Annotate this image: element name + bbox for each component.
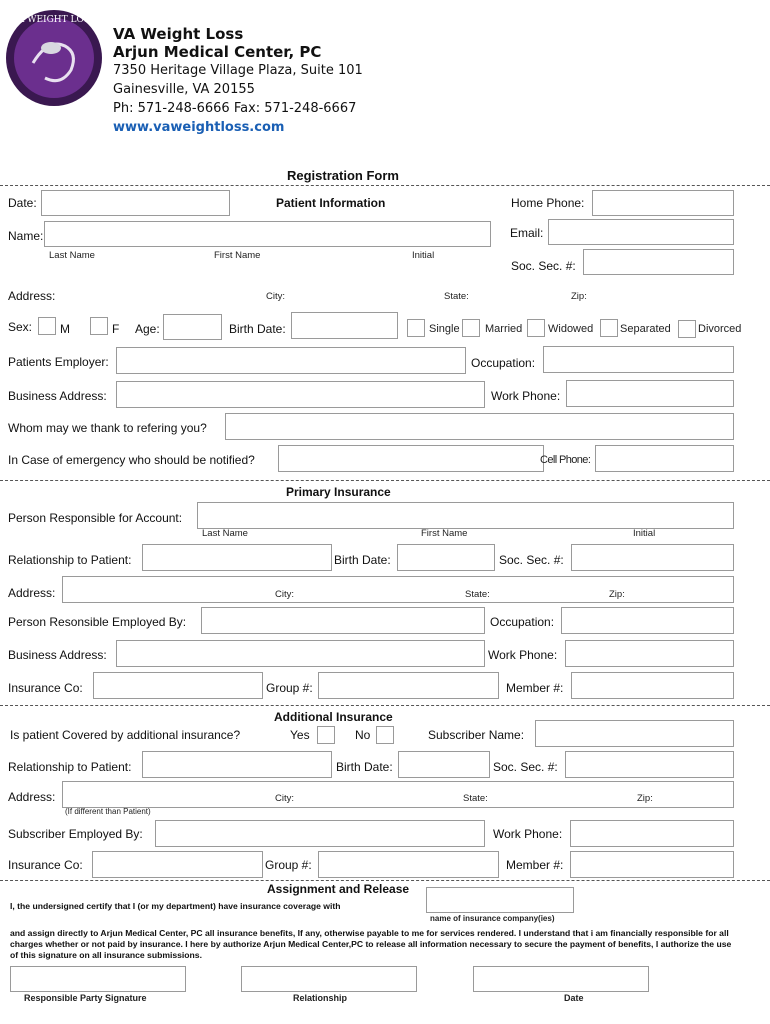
- additional-birth-date-label: Birth Date:: [336, 760, 393, 774]
- married-label: Married: [485, 323, 523, 335]
- sex-m-label: M: [60, 322, 70, 336]
- responsible-field[interactable]: [197, 502, 734, 529]
- insurance-company-caption: name of insurance company(ies): [430, 914, 555, 923]
- cell-phone-label: Cell Phone:: [540, 454, 591, 466]
- additional-birth-date-field[interactable]: [398, 751, 490, 778]
- responsible-label: Person Responsible for Account:: [8, 511, 183, 525]
- birth-date-field[interactable]: [291, 312, 398, 339]
- responsible-last-caption: Last Name: [202, 528, 248, 539]
- single-checkbox[interactable]: [407, 319, 425, 337]
- subscriber-employed-field[interactable]: [155, 820, 485, 847]
- primary-group-field[interactable]: [318, 672, 499, 699]
- additional-insurance-co-field[interactable]: [92, 851, 263, 878]
- primary-city: City:: [275, 589, 294, 600]
- business-address-field[interactable]: [116, 381, 485, 408]
- email-label: Email:: [510, 226, 544, 240]
- married-checkbox[interactable]: [462, 319, 480, 337]
- referral-label: Whom may we thank to refering you?: [8, 421, 207, 435]
- separated-label: Separated: [620, 323, 671, 335]
- primary-member-label: Member #:: [506, 681, 564, 695]
- primary-ssn-field[interactable]: [571, 544, 734, 571]
- phone-fax: Ph: 571-248-6666 Fax: 571-248-6667: [113, 101, 357, 116]
- separated-checkbox[interactable]: [600, 319, 618, 337]
- address-line-2: Gainesville, VA 20155: [113, 82, 255, 97]
- address-line-1: 7350 Heritage Village Plaza, Suite 101: [113, 63, 363, 78]
- birth-date-label: Birth Date:: [229, 322, 286, 336]
- ssn-label: Soc. Sec. #:: [511, 259, 576, 273]
- primary-relationship-label: Relationship to Patient:: [8, 553, 132, 567]
- signature-label: Responsible Party Signature: [24, 993, 147, 1003]
- date-field[interactable]: [41, 190, 230, 216]
- address-state: State:: [444, 291, 469, 302]
- primary-state: State:: [465, 589, 490, 600]
- date-label: Date:: [8, 196, 37, 210]
- sex-label: Sex:: [8, 320, 33, 334]
- primary-work-phone-label: Work Phone:: [488, 648, 558, 662]
- covered-question: Is patient Covered by additional insurance?: [10, 728, 241, 742]
- home-phone-field[interactable]: [592, 190, 734, 216]
- single-label: Single: [429, 323, 460, 335]
- address-label: Address:: [8, 289, 56, 303]
- signature-field[interactable]: [10, 966, 186, 992]
- cell-phone-field[interactable]: [595, 445, 734, 472]
- additional-relationship-field[interactable]: [142, 751, 332, 778]
- additional-city: City:: [275, 793, 294, 804]
- name-last-caption: Last Name: [49, 250, 95, 261]
- primary-occupation-label: Occupation:: [490, 615, 555, 629]
- additional-relationship-label: Relationship to Patient:: [8, 760, 132, 774]
- primary-group-label: Group #:: [266, 681, 313, 695]
- yes-checkbox[interactable]: [317, 726, 335, 744]
- assignment-title: Assignment and Release: [267, 882, 410, 896]
- additional-zip: Zip:: [637, 793, 653, 804]
- primary-address-field[interactable]: [62, 576, 734, 603]
- additional-work-phone-field[interactable]: [570, 820, 734, 847]
- home-phone-label: Home Phone:: [511, 196, 585, 210]
- form-title: Registration Form: [287, 168, 399, 183]
- primary-member-field[interactable]: [571, 672, 734, 699]
- additional-ssn-label: Soc. Sec. #:: [493, 760, 558, 774]
- referral-field[interactable]: [225, 413, 734, 440]
- additional-address-field[interactable]: [62, 781, 734, 808]
- age-label: Age:: [135, 322, 160, 336]
- primary-occupation-field[interactable]: [561, 607, 734, 634]
- occupation-label: Occupation:: [471, 356, 536, 370]
- emergency-label: In Case of emergency who should be notified?: [8, 453, 255, 467]
- primary-employed-label: Person Resonsible Employed By:: [8, 615, 187, 629]
- widowed-label: Widowed: [548, 323, 594, 335]
- sex-f-label: F: [112, 322, 120, 336]
- no-label: No: [355, 728, 371, 742]
- logo: [3, 8, 105, 108]
- work-phone-label: Work Phone:: [491, 389, 561, 403]
- subscriber-name-label: Subscriber Name:: [428, 728, 525, 742]
- assignment-paragraph: and assign directly to Arjun Medical Center, PC all insurance benefits, If any, otherwise payable to me for services rendered. I understand that i am financially responsible for all charges whether or not paid by insurance. I here by authorize Arjun Medical Center,PC to release all information necessary to secure the payment of benefits, I authorize the use of this signature on all insurance submissions.: [10, 928, 732, 960]
- employer-field[interactable]: [116, 347, 466, 374]
- responsible-first-caption: First Name: [421, 528, 468, 539]
- certify-text: I, the undersigned certify that I (or my department) have insurance coverage with: [10, 901, 341, 911]
- primary-insurance-co-field[interactable]: [93, 672, 263, 699]
- subscriber-name-field[interactable]: [535, 720, 734, 747]
- subscriber-employed-label: Subscriber Employed By:: [8, 827, 143, 841]
- additional-member-field[interactable]: [570, 851, 734, 878]
- if-different-caption: (If different than Patient): [65, 807, 151, 816]
- primary-address-label: Address:: [8, 586, 56, 600]
- name-first-caption: First Name: [214, 250, 261, 261]
- occupation-field[interactable]: [543, 346, 734, 373]
- age-field[interactable]: [163, 314, 222, 340]
- sex-m-checkbox[interactable]: [38, 317, 56, 335]
- work-phone-field[interactable]: [566, 380, 734, 407]
- primary-zip: Zip:: [609, 589, 625, 600]
- logo-text: VA WEIGHT LOSS: [11, 15, 97, 25]
- name-label: Name:: [8, 229, 44, 243]
- insurance-company-field[interactable]: [426, 887, 574, 913]
- primary-business-address-label: Business Address:: [8, 648, 107, 662]
- email-field[interactable]: [548, 219, 734, 245]
- responsible-initial-caption: Initial: [633, 528, 656, 539]
- emergency-field[interactable]: [278, 445, 544, 472]
- primary-work-phone-field[interactable]: [565, 640, 734, 667]
- divorced-checkbox[interactable]: [678, 320, 696, 338]
- primary-insurance-co-label: Insurance Co:: [8, 681, 83, 695]
- website-link[interactable]: www.vaweightloss.com: [113, 120, 285, 135]
- primary-employed-field[interactable]: [201, 607, 485, 634]
- additional-group-field[interactable]: [318, 851, 499, 878]
- patient-info-title: Patient Information: [276, 196, 386, 210]
- widowed-checkbox[interactable]: [527, 319, 545, 337]
- address-zip: Zip:: [571, 291, 587, 302]
- center-name: Arjun Medical Center, PC: [113, 43, 322, 61]
- additional-insurance-title: Additional Insurance: [274, 710, 393, 724]
- primary-business-address-field[interactable]: [116, 640, 485, 667]
- name-initial-caption: Initial: [412, 250, 435, 261]
- additional-ssn-field[interactable]: [565, 751, 734, 778]
- divorced-label: Divorced: [698, 323, 742, 335]
- relationship-sign-label: Relationship: [293, 993, 348, 1003]
- additional-work-phone-label: Work Phone:: [493, 827, 563, 841]
- primary-relationship-field[interactable]: [142, 544, 332, 571]
- sex-f-checkbox[interactable]: [90, 317, 108, 335]
- additional-state: State:: [463, 793, 488, 804]
- primary-birth-date-field[interactable]: [397, 544, 495, 571]
- primary-ssn-label: Soc. Sec. #:: [499, 553, 564, 567]
- address-city: City:: [266, 291, 285, 302]
- name-field[interactable]: [44, 221, 491, 247]
- primary-birth-date-label: Birth Date:: [334, 553, 391, 567]
- relationship-field[interactable]: [241, 966, 417, 992]
- no-checkbox[interactable]: [376, 726, 394, 744]
- primary-insurance-title: Primary Insurance: [286, 485, 391, 499]
- practice-name: VA Weight Loss: [113, 25, 244, 43]
- additional-group-label: Group #:: [265, 858, 312, 872]
- additional-address-label: Address:: [8, 790, 56, 804]
- business-address-label: Business Address:: [8, 389, 107, 403]
- ssn-field[interactable]: [583, 249, 734, 275]
- date-sign-field[interactable]: [473, 966, 649, 992]
- additional-insurance-co-label: Insurance Co:: [8, 858, 83, 872]
- additional-member-label: Member #:: [506, 858, 564, 872]
- employer-label: Patients Employer:: [8, 355, 109, 369]
- yes-label: Yes: [290, 728, 310, 742]
- date-sign-label: Date: [564, 993, 584, 1003]
